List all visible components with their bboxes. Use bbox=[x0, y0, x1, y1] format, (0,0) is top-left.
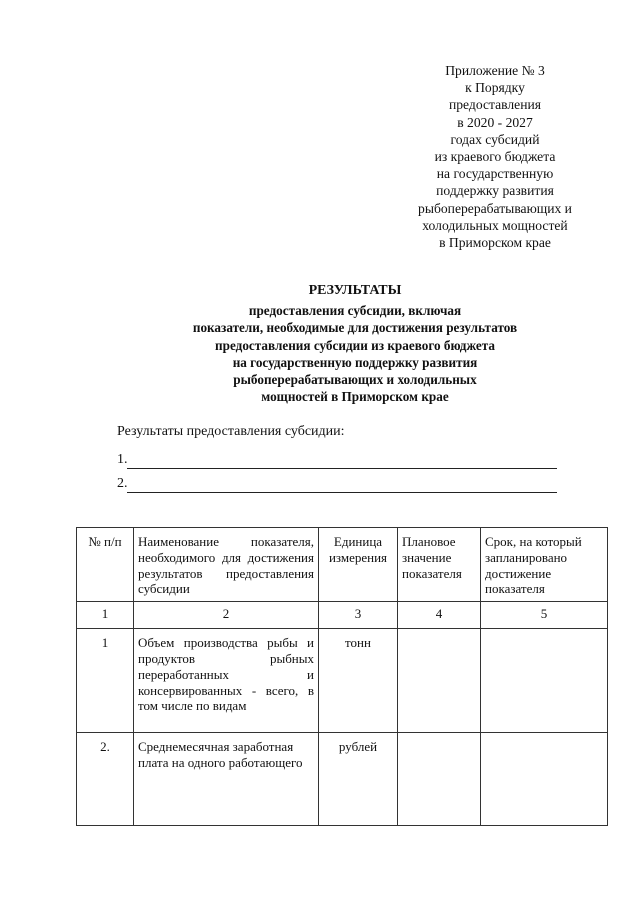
column-number-cell: 5 bbox=[481, 602, 608, 629]
title-line: показатели, необходимые для достижения результатов bbox=[192, 320, 518, 336]
header-cell: Срок, на который запланировано достижение показателя bbox=[481, 528, 608, 602]
indicators-table bbox=[76, 527, 608, 826]
header-cell: Единица измерения bbox=[319, 528, 398, 602]
appendix-line: рыбоперерабатывающих и bbox=[418, 200, 572, 216]
appendix-line: на государственную bbox=[436, 166, 554, 182]
result-entry-2[interactable] bbox=[117, 476, 557, 494]
appendix-line: поддержку развития bbox=[436, 183, 554, 199]
header-cell: Плановое значение показателя bbox=[398, 528, 481, 602]
indicator-unit: рублей bbox=[319, 733, 398, 826]
title-line: на государственную поддержку развития bbox=[232, 354, 478, 370]
fill-in-line bbox=[127, 492, 557, 493]
term-cell[interactable] bbox=[481, 733, 608, 826]
appendix-line: предоставления bbox=[448, 97, 541, 113]
fill-in-line bbox=[127, 468, 557, 469]
term-cell[interactable] bbox=[481, 629, 608, 733]
title-line: предоставления субсидии, включая bbox=[248, 303, 462, 319]
appendix-caption bbox=[395, 62, 595, 251]
result-number: 1. bbox=[117, 452, 128, 467]
result-number: 2. bbox=[117, 476, 128, 491]
column-number-cell: 4 bbox=[398, 602, 481, 629]
column-number-cell: 2 bbox=[134, 602, 319, 629]
table-row bbox=[77, 733, 608, 826]
appendix-line: годах субсидий bbox=[450, 131, 540, 147]
appendix-line: в 2020 - 2027 bbox=[457, 114, 533, 130]
table-row bbox=[77, 629, 608, 733]
result-entry-1[interactable] bbox=[117, 452, 557, 470]
results-label: Результаты предоставления субсидии: bbox=[117, 424, 345, 439]
table-header-row bbox=[77, 528, 608, 602]
appendix-line: к Порядку bbox=[465, 80, 525, 96]
title-main: РЕЗУЛЬТАТЫ bbox=[308, 283, 402, 298]
row-number: 1 bbox=[77, 629, 134, 733]
appendix-line: из краевого бюджета bbox=[434, 149, 556, 165]
plan-value-cell[interactable] bbox=[398, 733, 481, 826]
header-cell: Наименование показателя, необходимого для достижения результатов предоставления субсидии bbox=[134, 528, 319, 602]
title-line: предоставления субсидии из краевого бюджета bbox=[215, 337, 495, 353]
plan-value-cell[interactable] bbox=[398, 629, 481, 733]
title-line: мощностей в Приморском крае bbox=[261, 389, 449, 405]
indicator-name: Среднемесячная заработная плата на одного работающего bbox=[134, 733, 319, 826]
title-line: рыбоперерабатывающих и холодильных bbox=[233, 372, 477, 388]
indicator-name: Объем производства рыбы и продуктов рыбных переработанных и консервированных - всего, в том числе по видам bbox=[134, 629, 319, 733]
header-cell: № п/п bbox=[77, 528, 134, 602]
appendix-line: в Приморском крае bbox=[439, 235, 551, 251]
document-title bbox=[140, 282, 570, 405]
indicator-unit: тонн bbox=[319, 629, 398, 733]
appendix-line: Приложение № 3 bbox=[445, 63, 545, 78]
column-number-cell: 3 bbox=[319, 602, 398, 629]
appendix-line: холодильных мощностей bbox=[422, 217, 568, 233]
row-number: 2. bbox=[77, 733, 134, 826]
column-number-row bbox=[77, 602, 608, 629]
column-number-cell: 1 bbox=[77, 602, 134, 629]
